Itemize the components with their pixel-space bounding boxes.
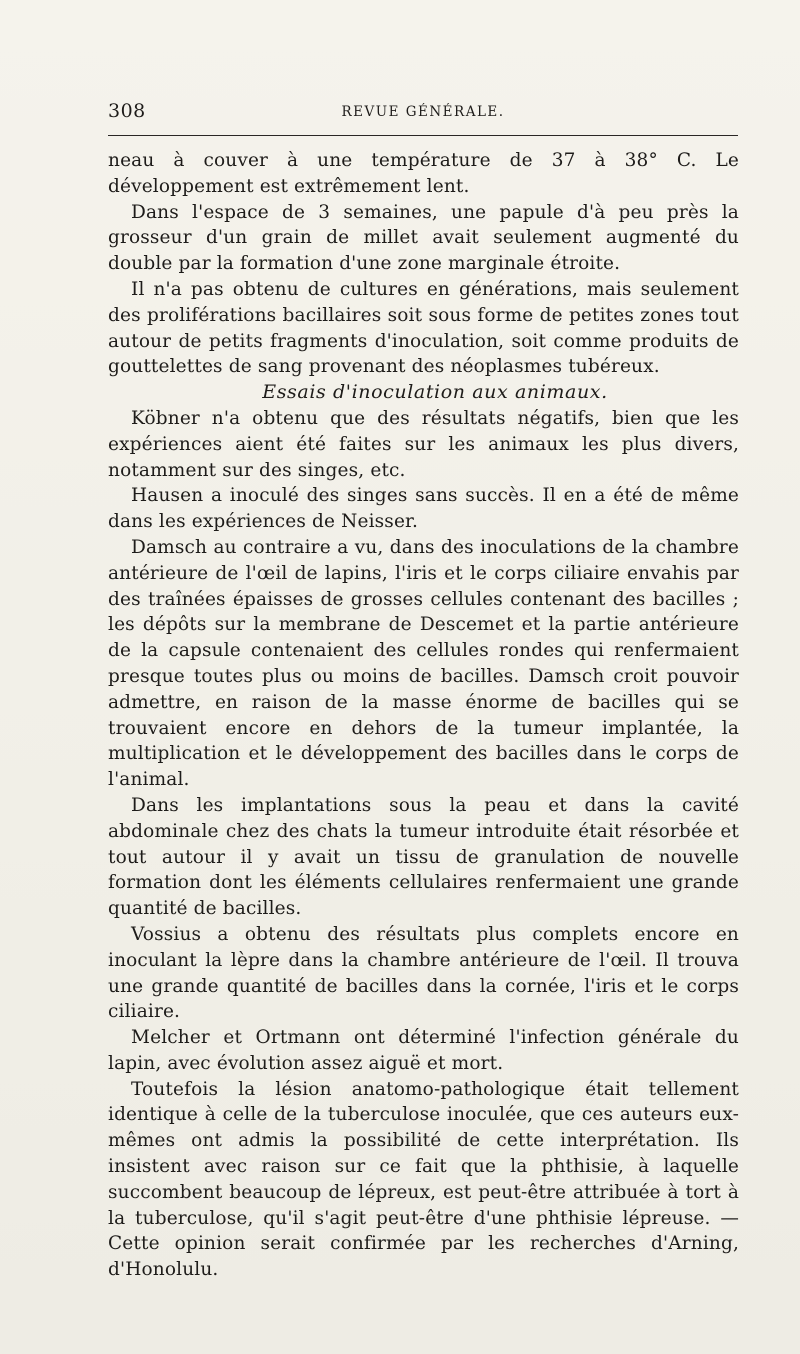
paragraph: Hausen a inoculé des singes sans succès. Il en a été de même dans les expériences de Neisser.: [108, 485, 739, 533]
header-rule: [108, 135, 738, 136]
page-header: [108, 100, 738, 126]
body-text: [108, 148, 739, 1283]
paragraph: Il n'a pas obtenu de cultures en générations, mais seulement des proliférations bacillaires soit sous forme de petites zones tout autour de petits fragments d'inoculation, soit comme produits de gouttelettes de sang provenant des néoplasmes tubéreux.: [108, 278, 739, 378]
paragraph: Dans les implantations sous la peau et dans la cavité abdominale chez des chats la tumeur introduite était résorbée et tout autour il y avait un tissu de granulation de nouvelle formation dont les éléments cellulaires renfermaient une grande quantité de bacilles.: [108, 794, 739, 920]
page-number: 308: [108, 100, 146, 122]
paragraph: Melcher et Ortmann ont déterminé l'infection générale du lapin, avec évolution assez aiguë et mort.: [108, 1027, 739, 1074]
paragraph: neau à couver à une température de 37 à 38° C. Le développement est extrêmement lent.: [108, 150, 739, 197]
paragraph: Damsch au contraire a vu, dans des inoculations de la chambre antérieure de l'œil de lapins, l'iris et le corps ciliaire envahis par des traînées épaisses de grosses cellules contenant des bacilles ; les dépôts sur la membrane de Descemet et la partie antérieure de la capsule contenaient des cellules rondes qui renfermaient presque toutes plus ou moins de bacilles. Damsch croit pouvoir admettre, en raison de la masse énorme de bacilles qui se trouvaient encore en dehors de la tumeur implantée, la multiplication et le développement des bacilles dans le corps de l'animal.: [108, 536, 739, 791]
running-head: REVUE GÉNÉRALE.: [341, 104, 505, 120]
paragraph: Köbner n'a obtenu que des résultats négatifs, bien que les expériences aient été faites sur les animaux les plus divers, notamment sur des singes, etc.: [108, 407, 739, 481]
paragraph: Vossius a obtenu des résultats plus complets encore en inoculant la lèpre dans la chambre antérieure de l'œil. Il trouva une grande quantité de bacilles dans la cornée, l'iris et le corps ciliaire.: [108, 923, 739, 1023]
paragraph: Dans l'espace de 3 semaines, une papule d'à peu près la grosseur d'un grain de millet avait seulement augmenté du double par la formation d'une zone marginale étroite.: [108, 201, 739, 275]
paragraph: Toutefois la lésion anatomo-pathologique était tellement identique à celle de la tuberculose inoculée, que ces auteurs eux-mêmes ont admis la possibilité de cette interprétation. Ils insistent avec raison sur ce fait que la phthisie, à laquelle succombent beaucoup de lépreux, est peut-être attribuée à tort à la tuberculose, qu'il s'agit peut-être d'une phthisie lépreuse. — Cette opinion serait confirmée par les recherches d'Arning, d'Honolulu.: [108, 1078, 739, 1281]
section-heading: Essais d'inoculation aux animaux.: [262, 381, 608, 404]
